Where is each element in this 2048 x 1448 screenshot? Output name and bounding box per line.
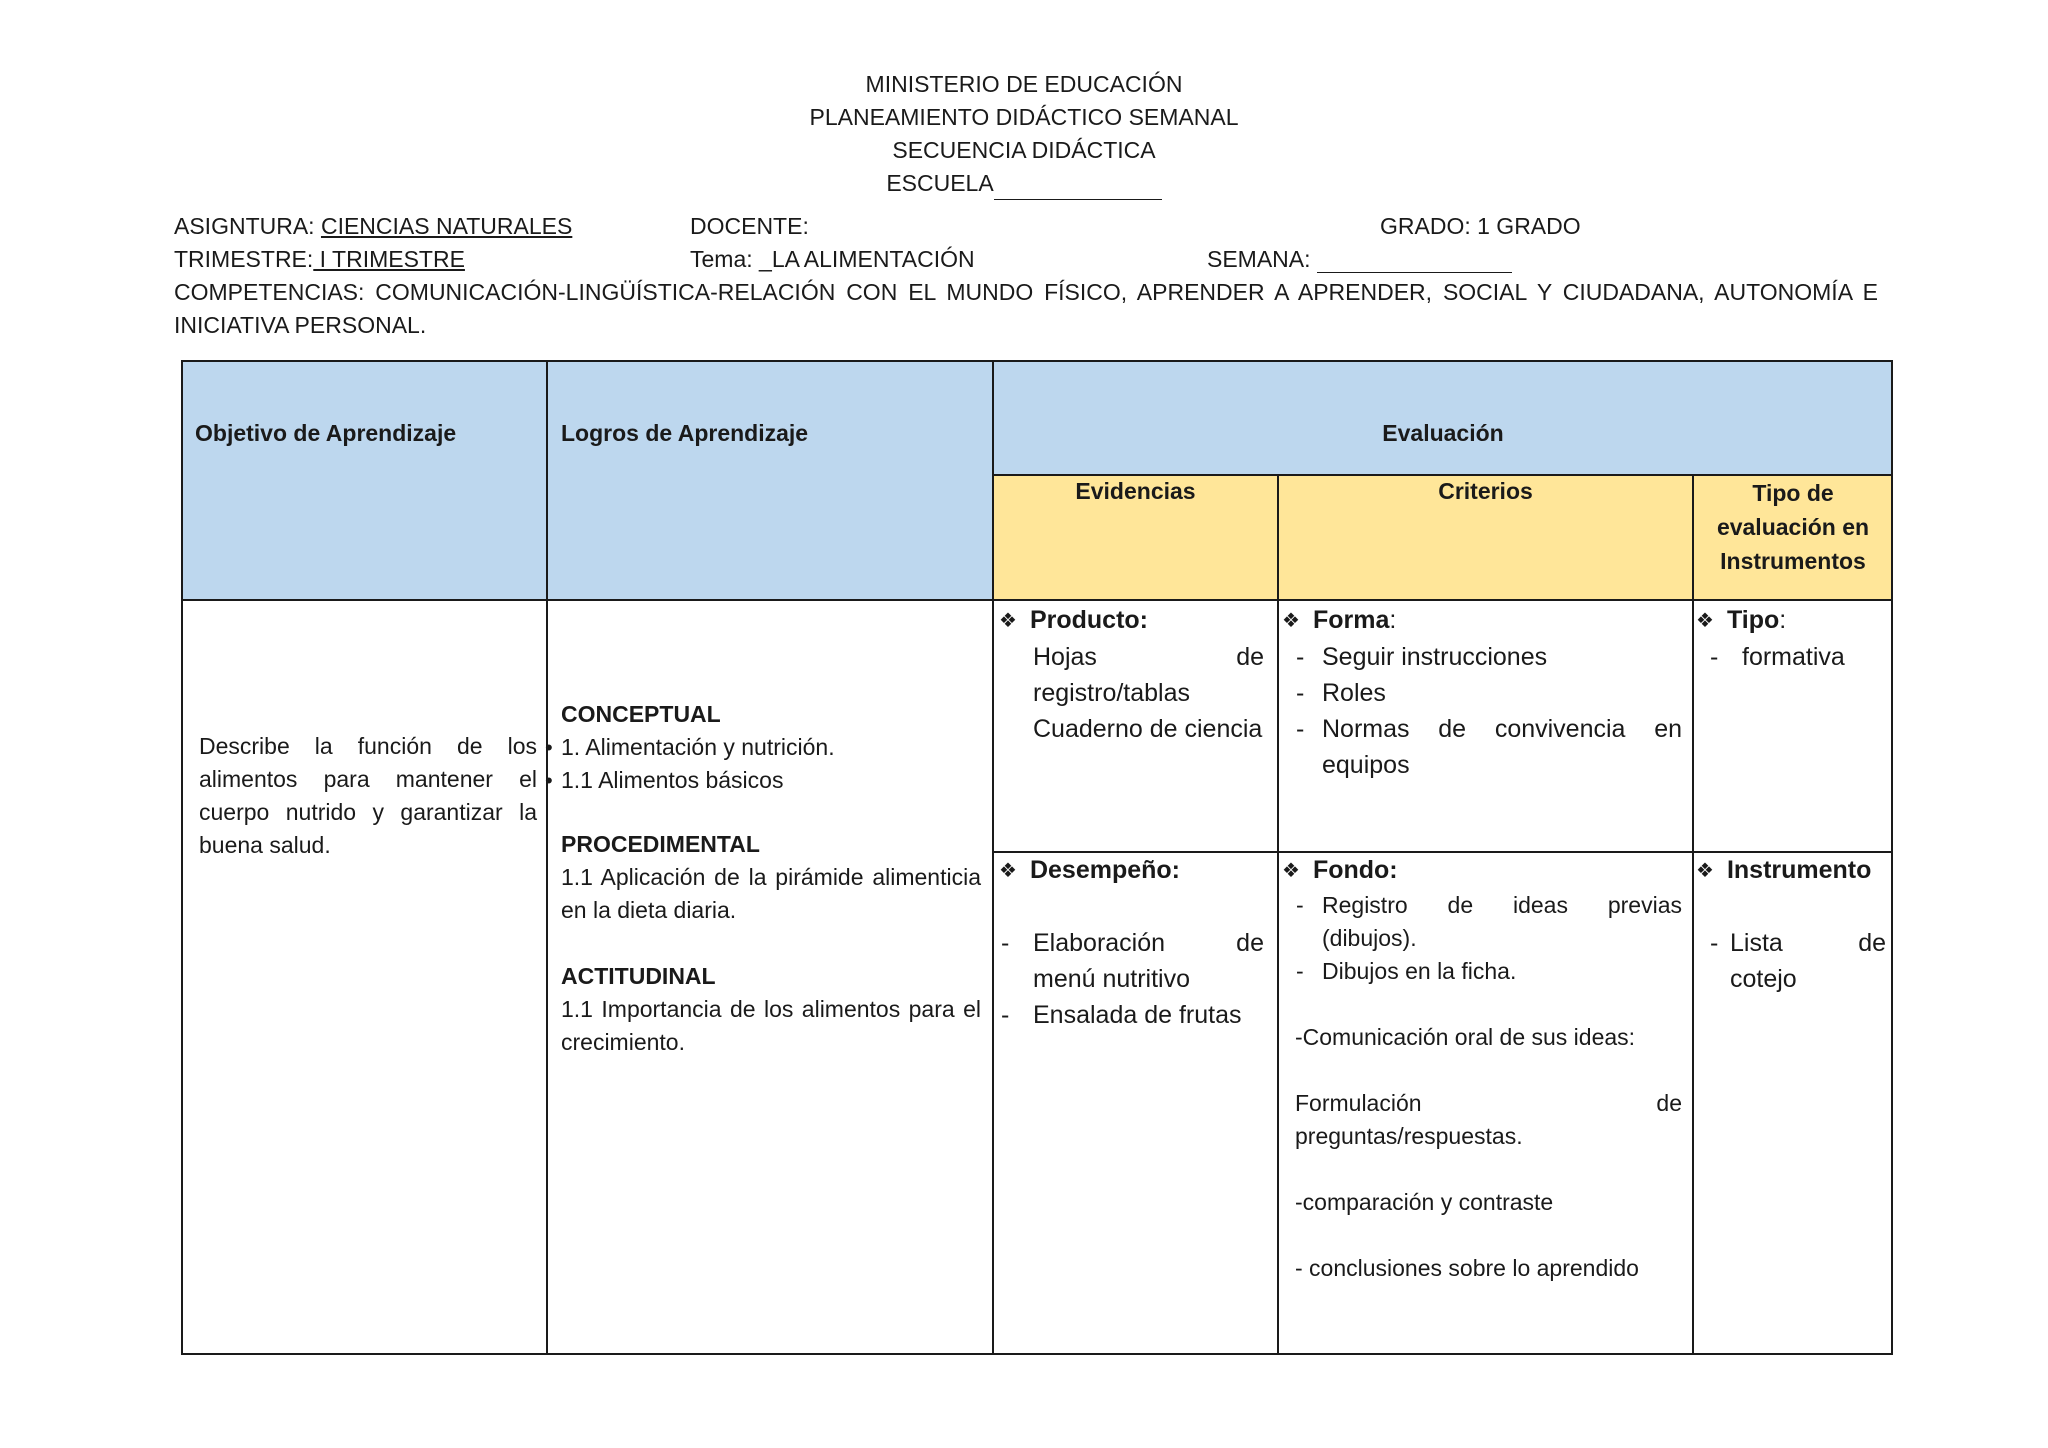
forma-block (1282, 602, 1682, 783)
tipo-title: Tipo (1726, 606, 1780, 634)
header-tipo-line2: evaluación en (1716, 514, 1870, 540)
producto-item: Cuaderno de ciencia (1033, 715, 1263, 743)
row-divider (992, 851, 1893, 853)
conceptual-item: • 1. Alimentación y nutrición. (561, 731, 981, 764)
actitudinal-text: 1.1 Importancia de los alimentos para el crecimiento. (561, 996, 981, 1055)
forma-item: - Roles (1296, 679, 1386, 707)
header-evidencias: Evidencias (1075, 478, 1196, 504)
header-evaluacion: Evaluación (1382, 420, 1504, 446)
trimestre (174, 245, 465, 273)
table-border-bottom (181, 1353, 1893, 1355)
fondo-item: - Registro de ideas previas (dibujos). (1296, 892, 1682, 951)
col-divider (546, 360, 548, 1355)
instrumento-block (1696, 852, 1886, 997)
header-tipo (1693, 476, 1893, 578)
fondo-block (1282, 852, 1682, 1285)
objetivo-text: Describe la función de los alimentos para mantener el cuerpo nutrido y garantizar la buena salud. (199, 733, 537, 858)
trimestre-label: TRIMESTRE: (174, 246, 314, 272)
producto-block (999, 602, 1264, 747)
diamond-bullet-icon: ❖ (1696, 860, 1714, 882)
docente: DOCENTE: (690, 213, 809, 239)
col-divider (1277, 475, 1279, 1355)
table-border-right (1891, 360, 1893, 1355)
document-title (0, 68, 2048, 200)
title-ministry: MINISTERIO DE EDUCACIÓN (865, 71, 1183, 97)
header-tipo-line1: Tipo de (1752, 480, 1834, 506)
header-logros: Logros de Aprendizaje (561, 420, 809, 446)
competencias: COMPETENCIAS: COMUNICACIÓN-LINGÜÍSTICA-RELACIÓN CON EL MUNDO FÍSICO, APRENDER A APRENDER, SOCIAL Y CIUDADANA, AUTONOMÍA E INICIATIVA PERSONAL. (174, 279, 1878, 338)
diamond-bullet-icon: ❖ (999, 860, 1017, 882)
fondo-paragraph: -comparación y contraste (1295, 1189, 1554, 1215)
trimestre-value: I TRIMESTRE (313, 246, 465, 272)
col-divider (1692, 475, 1694, 1355)
fondo-paragraph: - conclusiones sobre lo aprendido (1295, 1255, 1639, 1281)
producto-item: Hojas de registro/tablas (1033, 643, 1264, 707)
col-divider (992, 360, 994, 1355)
actitudinal-title: ACTITUDINAL (561, 963, 716, 989)
planning-table (181, 360, 1893, 1355)
title-school (0, 167, 2048, 200)
row-divider (992, 474, 1893, 476)
semana (1207, 245, 1512, 273)
semana-label: SEMANA: (1207, 246, 1311, 272)
fondo-item: - Dibujos en la ficha. (1296, 958, 1517, 984)
grado (1380, 212, 1581, 240)
conceptual-item: • 1.1 Alimentos básicos (561, 764, 981, 797)
forma-title: Forma (1312, 606, 1390, 634)
tema: Tema: _LA ALIMENTACIÓN (690, 246, 975, 272)
school-label: ESCUELA (886, 170, 994, 196)
diamond-bullet-icon: ❖ (1696, 610, 1714, 632)
forma-item: - Normas de convivencia en equipos (1296, 715, 1682, 779)
procedimental-title: PROCEDIMENTAL (561, 831, 760, 857)
asignatura-label: ASIGNTURA: (174, 213, 315, 239)
instrumento-item: - Lista de cotejo (1710, 929, 1886, 993)
procedimental-text: 1.1 Aplicación de la pirámide alimenticia en la dieta diaria. (561, 864, 981, 923)
diamond-bullet-icon: ❖ (1282, 860, 1300, 882)
row-divider (181, 599, 1893, 601)
fondo-paragraph: Formulación de preguntas/respuestas. (1295, 1090, 1682, 1149)
title-plan: PLANEAMIENTO DIDÁCTICO SEMANAL (809, 104, 1239, 130)
desempeno-title: Desempeño: (1029, 856, 1180, 884)
grado-value: 1 GRADO (1477, 213, 1581, 239)
tipo-block (1696, 602, 1886, 675)
fondo-title: Fondo: (1312, 856, 1398, 884)
table-border-top (181, 360, 1893, 362)
diamond-bullet-icon: ❖ (1282, 610, 1300, 632)
header-tipo-line3: Instrumentos (1720, 548, 1866, 574)
header-objetivo: Objetivo de Aprendizaje (195, 420, 457, 446)
instrumento-title: Instrumento (1726, 856, 1872, 884)
school-blank (994, 175, 1162, 200)
grado-label: GRADO: (1380, 213, 1471, 239)
desempeno-block (999, 852, 1264, 1033)
logros-content (561, 698, 981, 1059)
title-sequence: SECUENCIA DIDÁCTICA (892, 137, 1156, 163)
desempeno-item: - Elaboración de menú nutritivo (1001, 929, 1264, 993)
diamond-bullet-icon: ❖ (999, 610, 1017, 632)
tipo-colon: : (1779, 606, 1787, 634)
desempeno-item: - Ensalada de frutas (1001, 1001, 1242, 1029)
forma-item: - Seguir instrucciones (1296, 643, 1548, 671)
asignatura (174, 212, 572, 240)
forma-colon: : (1389, 606, 1397, 634)
fondo-paragraph: -Comunicación oral de sus ideas: (1295, 1024, 1636, 1050)
header-criterios: Criterios (1438, 478, 1533, 504)
asignatura-value: CIENCIAS NATURALES (320, 213, 573, 239)
semana-blank (1317, 250, 1512, 273)
tipo-item: - formativa (1710, 643, 1845, 671)
conceptual-title: CONCEPTUAL (561, 701, 721, 727)
producto-title: Producto: (1029, 606, 1148, 634)
table-border-left (181, 360, 183, 1355)
